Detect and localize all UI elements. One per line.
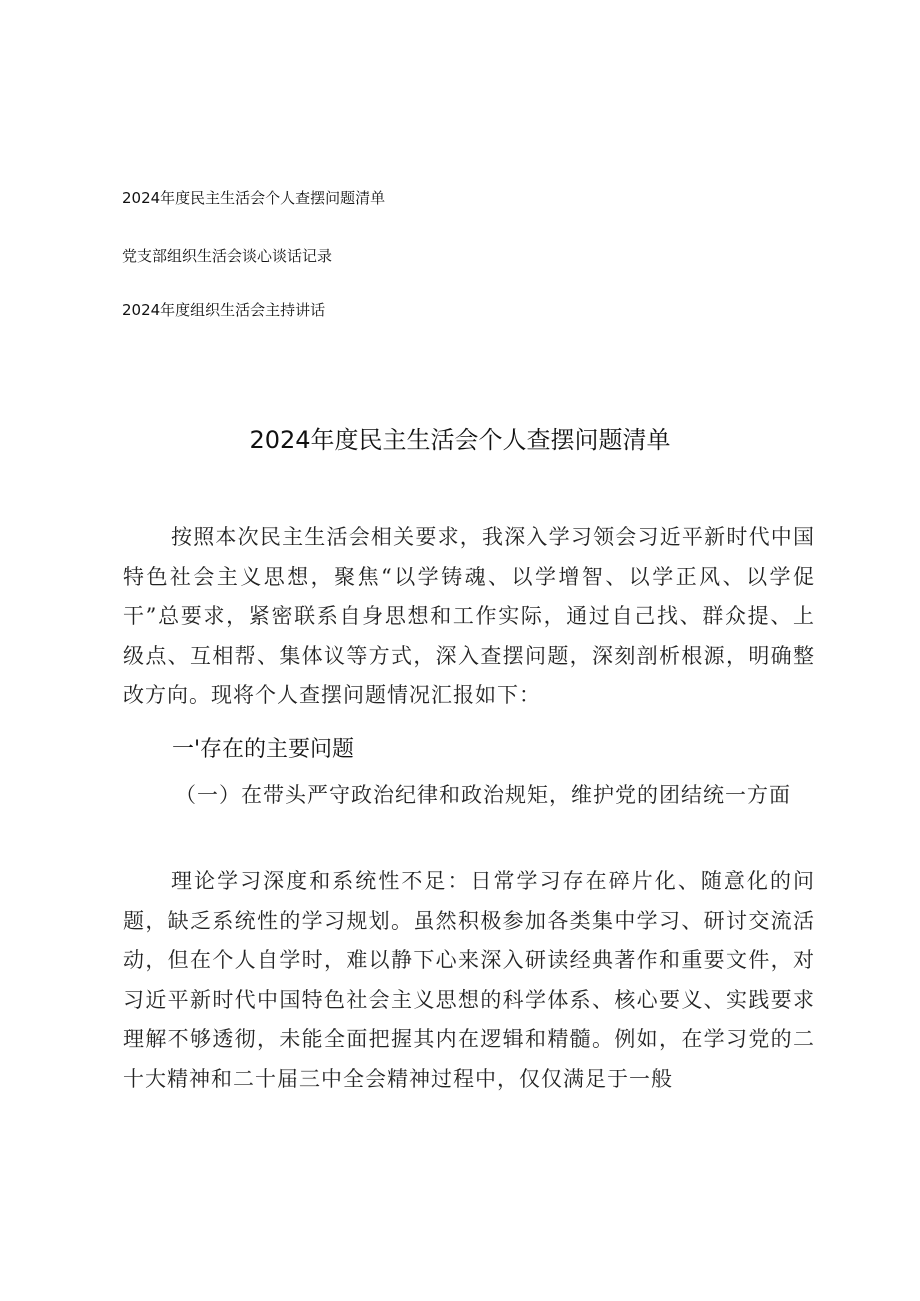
toc-item-host-speech: 2024年度组织生活会主持讲话	[122, 301, 326, 319]
subsection-heading: （一）在带头严守政治纪律和政治规矩，维护党的团结统一方面	[175, 783, 791, 807]
section-heading-main-problems: 一'存在的主要问题	[172, 737, 355, 762]
intro-paragraph: 按照本次民主生活会相关要求，我深入学习领会习近平新时代中国特色社会主义思想，聚焦“以学铸魂、以学增智、以学正风、以学促干”总要求，紧密联系自身思想和工作实际，通过自己找、群众提、上级点、互相帮、集体议等方式，深入查摆问题，深刻剖析根源，明确整改方向。现将个人查摆问题情况汇报如下：	[123, 525, 815, 707]
toc-item-democratic-life-checklist: 2024年度民主生活会个人查摆问题清单	[122, 189, 386, 207]
detail-paragraph: 理论学习深度和系统性不足：日常学习存在碎片化、随意化的问题，缺乏系统性的学习规划。虽然积极参加各类集中学习、研讨交流活动，但在个人自学时，难以静下心来深入研读经典著作和重要文件，对习近平新时代中国特色社会主义思想的科学体系、核心要义、实践要求理解不够透彻，未能全面把握其内在逻辑和精髓。例如，在学习党的二十大精神和二十届三中全会精神过程中，仅仅满足于一般	[123, 869, 815, 1091]
toc-item-heart-to-heart-record: 党支部组织生活会谈心谈话记录	[122, 247, 333, 265]
document-title: 2024年度民主生活会个人查摆问题清单	[249, 426, 671, 454]
